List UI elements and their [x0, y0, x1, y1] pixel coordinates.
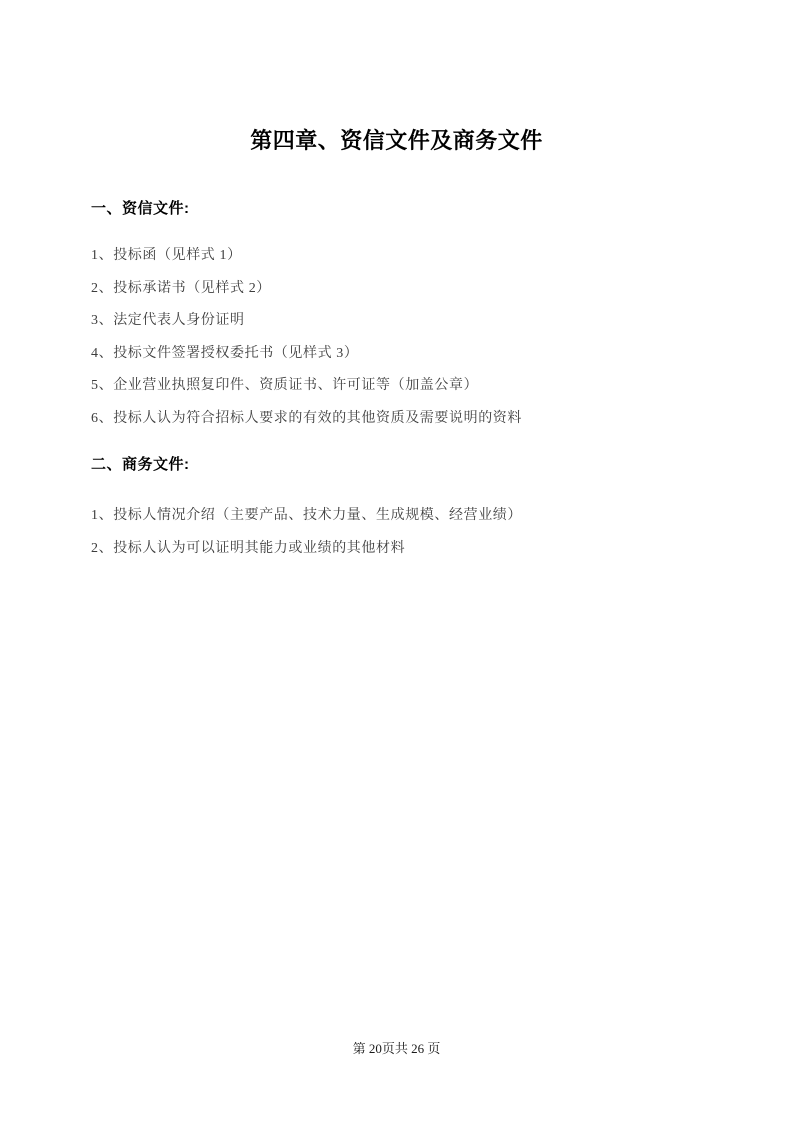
list-item: 3、法定代表人身份证明 [91, 313, 245, 328]
section-heading-credit: 一、资信文件: [91, 200, 190, 217]
list-item: 5、企业营业执照复印件、资质证书、许可证等（加盖公章） [91, 378, 479, 393]
list-item: 6、投标人认为符合招标人要求的有效的其他资质及需要说明的资料 [91, 410, 522, 426]
page-footer [0, 1040, 793, 1058]
list-item: 2、投标承诺书（见样式 2） [91, 280, 271, 296]
list-item: 4、投标文件签署授权委托书（见样式 3） [91, 345, 359, 361]
list-item: 1、投标函（见样式 1） [91, 248, 242, 263]
section-heading-business: 二、商务文件: [91, 456, 190, 473]
list-item: 1、投标人情况介绍（主要产品、技术力量、生成规模、经营业绩） [91, 508, 522, 523]
section-business-documents [91, 455, 733, 571]
page-number: 第 20页共 26 页 [352, 1041, 441, 1056]
list-item: 2、投标人认为可以证明其能力或业绩的其他材料 [91, 540, 406, 556]
section-credit-documents [91, 199, 733, 441]
page-title: 第四章、资信文件及商务文件 [250, 128, 543, 153]
